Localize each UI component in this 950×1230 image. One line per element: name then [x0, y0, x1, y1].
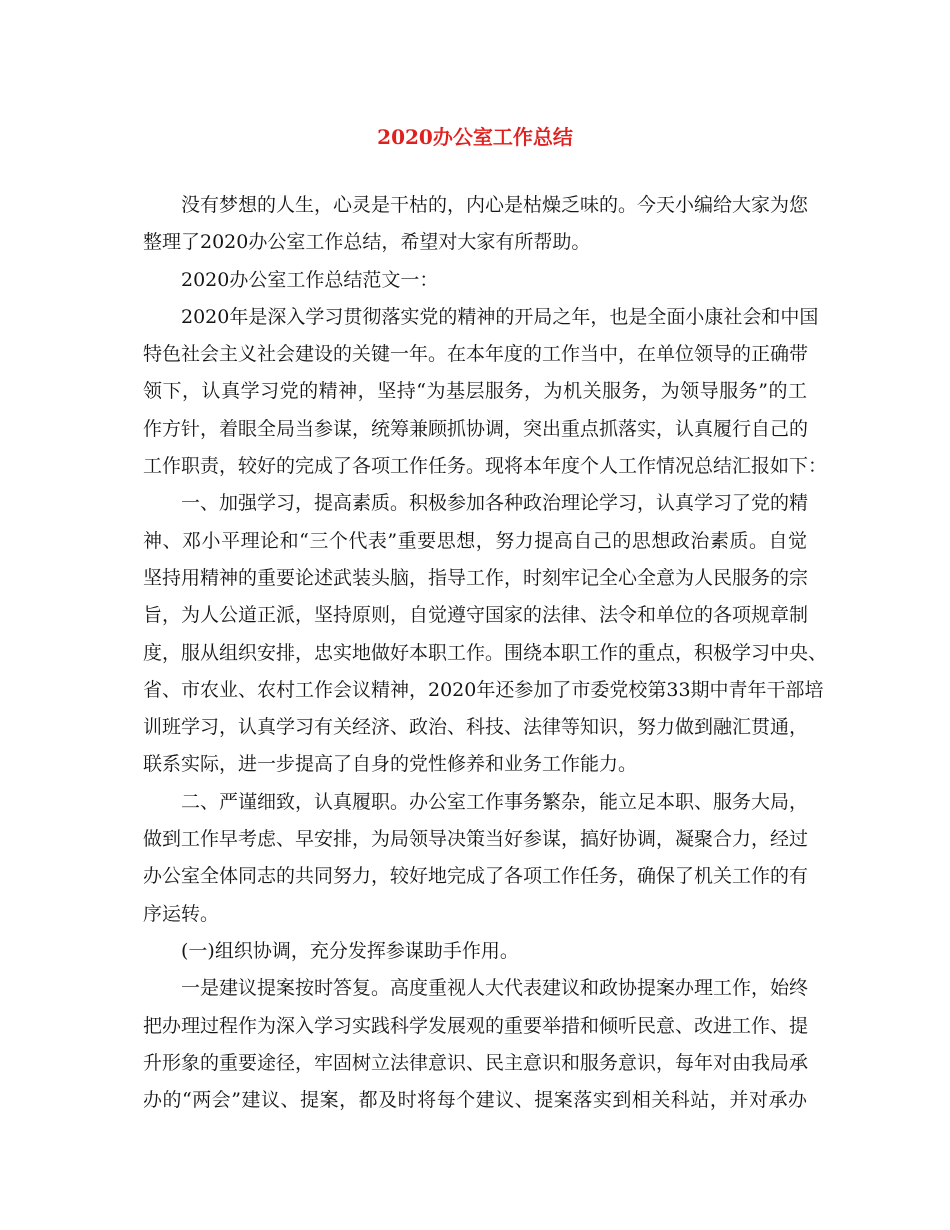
text-line: 把办理过程作为深入学习实践科学发展观的重要举措和倾听民意、改进工作、提	[143, 1014, 809, 1037]
text-line: 省、市农业、农村工作会议精神，2020年还参加了市委党校第33期中青年干部培	[143, 678, 824, 701]
text-line: 旨，为人公道正派，坚持原则，自觉遵守国家的法律、法令和单位的各项规章制	[143, 604, 809, 627]
text-line: 没有梦想的人生，心灵是干枯的，内心是枯燥乏味的。今天小编给大家为您	[181, 194, 809, 216]
text-line: 2020年是深入学习贯彻落实党的精神的开局之年，也是全面小康社会和中国	[181, 305, 819, 328]
document-title: 2020办公室工作总结	[377, 125, 573, 149]
text-line: 坚持用精神的重要论述武装头脑，指导工作，时刻牢记全心全意为人民服务的宗	[143, 566, 809, 589]
document-body	[143, 187, 828, 1119]
text-line: 整理了2020办公室工作总结，希望对大家有所帮助。	[143, 231, 591, 254]
text-line: 做到工作早考虑、早安排，为局领导决策当好参谋，搞好协调，凝聚合力，经过	[143, 828, 809, 851]
text-line: 升形象的重要途径，牢固树立法律意识、民主意识和服务意识，每年对由我局承	[143, 1051, 809, 1074]
text-line: 一、加强学习，提高素质。积极参加各种政治理论学习，认真学习了党的精	[181, 492, 809, 515]
text-line: 领下，认真学习党的精神，坚持“为基层服务，为机关服务，为领导服务”的工	[143, 380, 807, 403]
text-line: 二、严谨细致，认真履职。办公室工作事务繁杂，能立足本职、服务大局，	[181, 790, 809, 813]
text-line: 度，服从组织安排，忠实地做好本职工作。围绕本职工作的重点，积极学习中央、	[143, 641, 828, 664]
text-line: 2020办公室工作总结范文一：	[181, 268, 439, 291]
text-line: (一)组织协调，充分发挥参谋助手作用。	[181, 939, 519, 962]
text-line: 训班学习，认真学习有关经济、政治、科技、法律等知识，努力做到融汇贯通，	[143, 716, 809, 739]
text-line: 联系实际，进一步提高了自身的党性修养和业务工作能力。	[143, 753, 638, 776]
text-line: 一是建议提案按时答复。高度重视人大代表建议和政协提案办理工作，始终	[181, 977, 809, 1000]
text-line: 办公室全体同志的共同努力，较好地完成了各项工作任务，确保了机关工作的有	[143, 865, 809, 888]
text-line: 序运转。	[143, 902, 220, 925]
text-line: 办的“两会”建议、提案，都及时将每个建议、提案落实到相关科站，并对承办	[143, 1089, 807, 1112]
text-line: 作方针，着眼全局当参谋，统筹兼顾抓协调，突出重点抓落实，认真履行自己的	[143, 417, 809, 440]
text-line: 工作职责，较好的完成了各项工作任务。现将本年度个人工作情况总结汇报如下：	[143, 455, 828, 478]
text-line: 神、邓小平理论和“三个代表”重要思想，努力提高自己的思想政治素质。自觉	[143, 529, 807, 552]
text-line: 特色社会主义社会建设的关键一年。在本年度的工作当中，在单位领导的正确带	[143, 343, 809, 366]
